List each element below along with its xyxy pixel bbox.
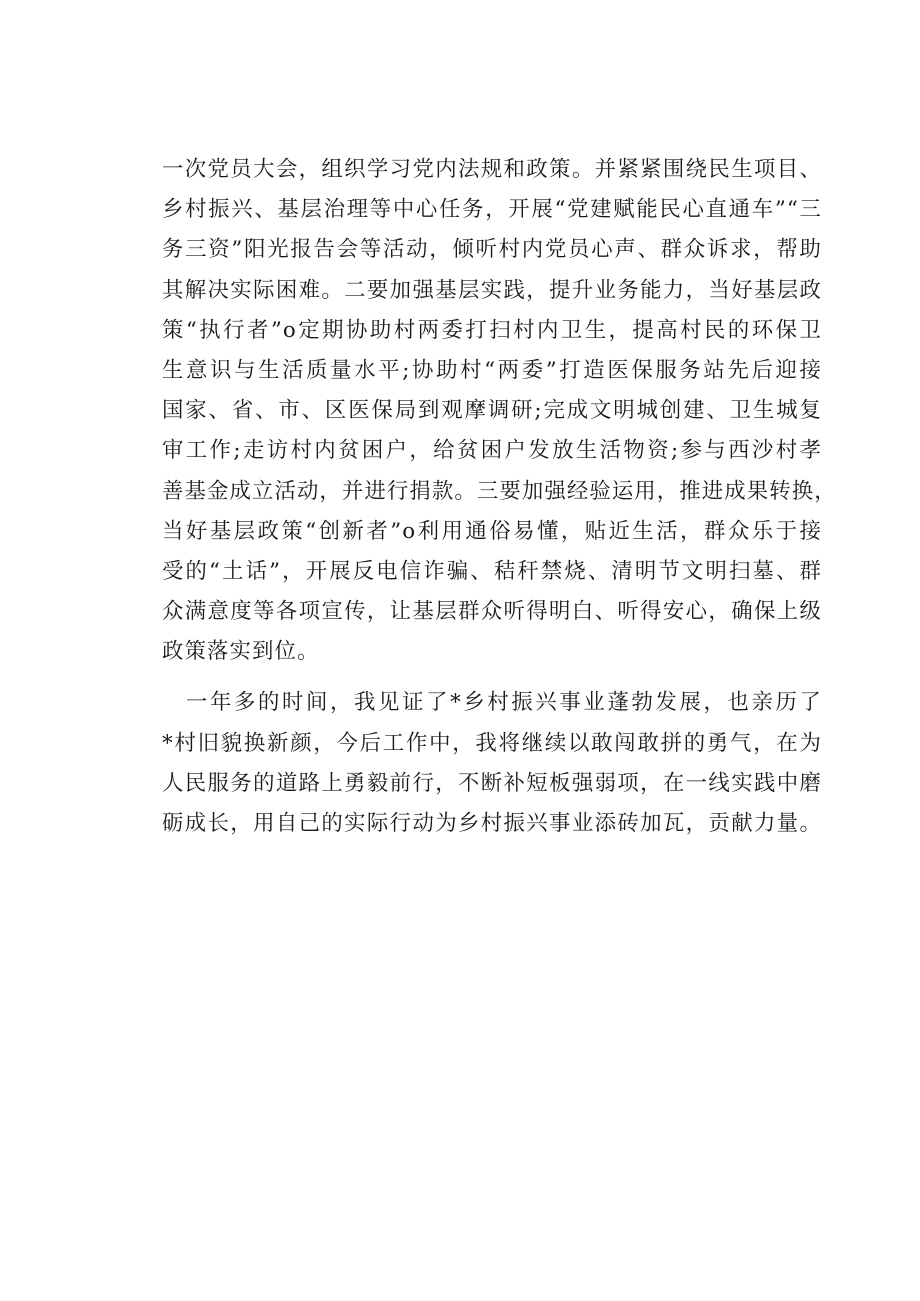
text-line: 一年多的时间，我见证了*乡村振兴事业蓬勃发展，也亲历了 <box>186 690 822 716</box>
text-line: 乡村振兴、基层治理等中心任务，开展“党建赋能民心直通车”“三 <box>162 197 822 223</box>
text-line: 生意识与生活质量水平;协助村“两委”打造医保服务站先后迎接 <box>162 357 822 383</box>
text-line: 人民服务的道路上勇毅前行，不断补短板强弱项，在一线实践中磨 <box>162 770 822 796</box>
document-body <box>162 150 837 844</box>
text-line: 政策落实到位。 <box>162 639 320 665</box>
text-line: 一次党员大会，组织学习党内法规和政策。并紧紧围绕民生项目、 <box>162 157 822 182</box>
text-line: 众满意度等各项宣传，让基层群众听得明白、听得安心，确保上级 <box>162 599 822 625</box>
text-line: 务三资”阳光报告会等活动，倾听村内党员心声、群众诉求，帮助 <box>162 237 822 263</box>
text-line: 受的“土话”，开展反电信诈骗、秸秆禁烧、清明节文明扫墓、群 <box>162 558 822 584</box>
text-line: 审工作;走访村内贫困户，给贫困户发放生活物资;参与西沙村孝 <box>162 438 822 464</box>
text-line: 国家、省、市、区医保局到观摩调研;完成文明城创建、卫生城复 <box>162 398 822 424</box>
text-line: 策“执行者”o定期协助村两委打扫村内卫生，提高村民的环保卫 <box>162 317 822 343</box>
text-line: 善基金成立活动，并进行捐款。三要加强经验运用，推进成果转换， <box>162 478 837 504</box>
paragraph-1 <box>162 150 837 672</box>
text-line: *村旧貌换新颜，今后工作中，我将继续以敢闯敢拼的勇气，在为 <box>162 730 822 756</box>
paragraph-spacer <box>162 672 822 683</box>
text-line: 当好基层政策“创新者”o利用通俗易懂，贴近生活，群众乐于接 <box>162 518 822 544</box>
paragraph-2 <box>162 683 822 844</box>
text-line: 其解决实际困难。二要加强基层实践，提升业务能力，当好基层政 <box>162 277 822 303</box>
text-line: 砺成长，用自己的实际行动为乡村振兴事业添砖加瓦，贡献力量。 <box>162 811 822 836</box>
